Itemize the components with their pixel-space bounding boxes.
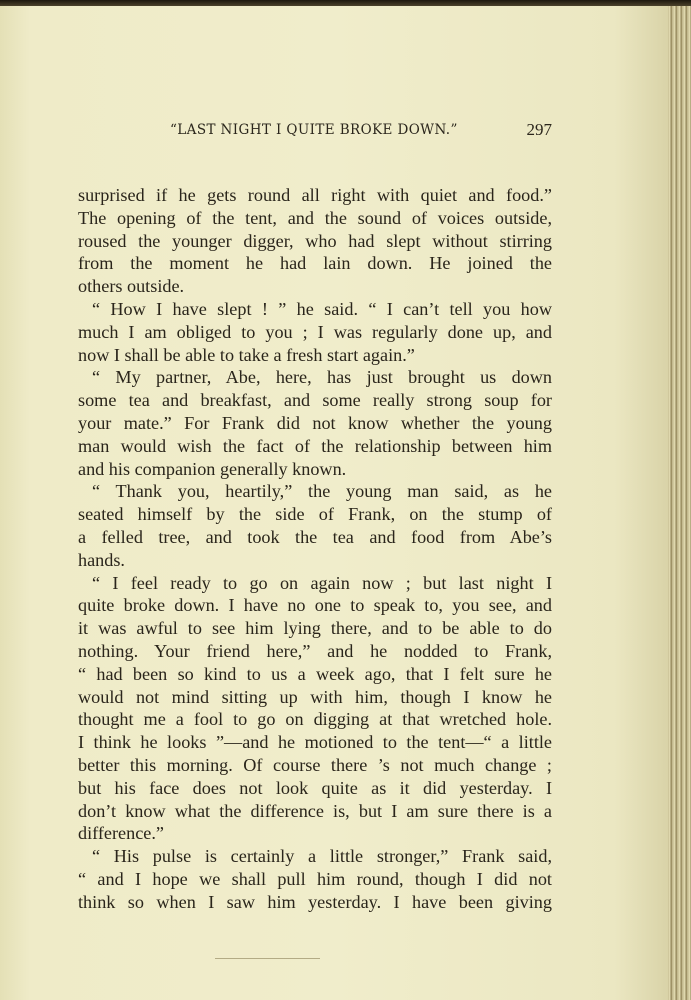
text-line: better this morning. Of course there ’s not much change ; <box>78 754 552 775</box>
text-line: thought me a fool to go on digging at that wretched hole. <box>78 709 552 730</box>
text-line: but his face does not look quite as it did yesterday. I <box>78 777 552 798</box>
text-line: seated himself by the side of Frank, on the stump of <box>78 504 552 525</box>
text-line: surprised if he gets round all right with quiet and food.” <box>78 185 552 205</box>
text-line: from the moment he had lain down. He joined the <box>78 253 552 274</box>
text-line: others outside. <box>78 276 185 297</box>
page-number: 297 <box>526 120 552 139</box>
text-line: roused the younger digger, who had slept without stirring <box>78 230 552 251</box>
text-line: now I shall be able to take a fresh start again.” <box>78 344 415 365</box>
text-line: much I am obliged to you ; I was regularly done up, and <box>78 321 552 342</box>
text-line: The opening of the tent, and the sound of voices outside, <box>78 207 552 228</box>
text-line: “ His pulse is certainly a little stronger,” Frank said, <box>92 846 552 867</box>
text-line: your mate.” For Frank did not know whether the young <box>78 412 552 433</box>
text-line: man would wish the fact of the relationship between him <box>78 435 552 456</box>
text-line: think so when I saw him yesterday. I have been giving <box>78 891 552 912</box>
page-edges <box>668 6 691 1000</box>
text-line: a felled tree, and took the tea and food from Abe’s <box>78 526 552 547</box>
page-header <box>78 120 552 142</box>
text-line: don’t know what the difference is, but I am sure there is a <box>78 800 552 821</box>
text-line: “ had been so kind to us a week ago, that I felt sure he <box>78 663 552 684</box>
text-line: some tea and breakfast, and some really strong soup for <box>78 390 552 411</box>
text-line: quite broke down. I have no one to speak to, you see, and <box>78 595 552 616</box>
faint-rule <box>215 958 320 959</box>
text-line: I think he looks ”—and he motioned to the tent—“ a little <box>78 732 552 753</box>
text-line: it was awful to see him lying there, and to be able to do <box>78 618 552 639</box>
body-text <box>78 184 552 914</box>
running-title: “LAST NIGHT I QUITE BROKE DOWN.” <box>170 122 458 138</box>
text-line: hands. <box>78 549 125 570</box>
text-line: would not mind sitting up with him, though I know he <box>78 686 552 707</box>
text-line: “ How I have slept ! ” he said. “ I can’t tell you how <box>92 298 552 319</box>
text-line: “ and I hope we shall pull him round, though I did not <box>78 868 552 889</box>
text-line: “ Thank you, heartily,” the young man said, as he <box>92 481 552 502</box>
text-line: difference.” <box>78 823 164 844</box>
text-line: “ I feel ready to go on again now ; but last night I <box>92 572 552 593</box>
text-line: nothing. Your friend here,” and he nodded to Frank, <box>78 640 552 661</box>
text-line: and his companion generally known. <box>78 458 347 479</box>
text-line: “ My partner, Abe, here, has just brought us down <box>92 367 552 388</box>
